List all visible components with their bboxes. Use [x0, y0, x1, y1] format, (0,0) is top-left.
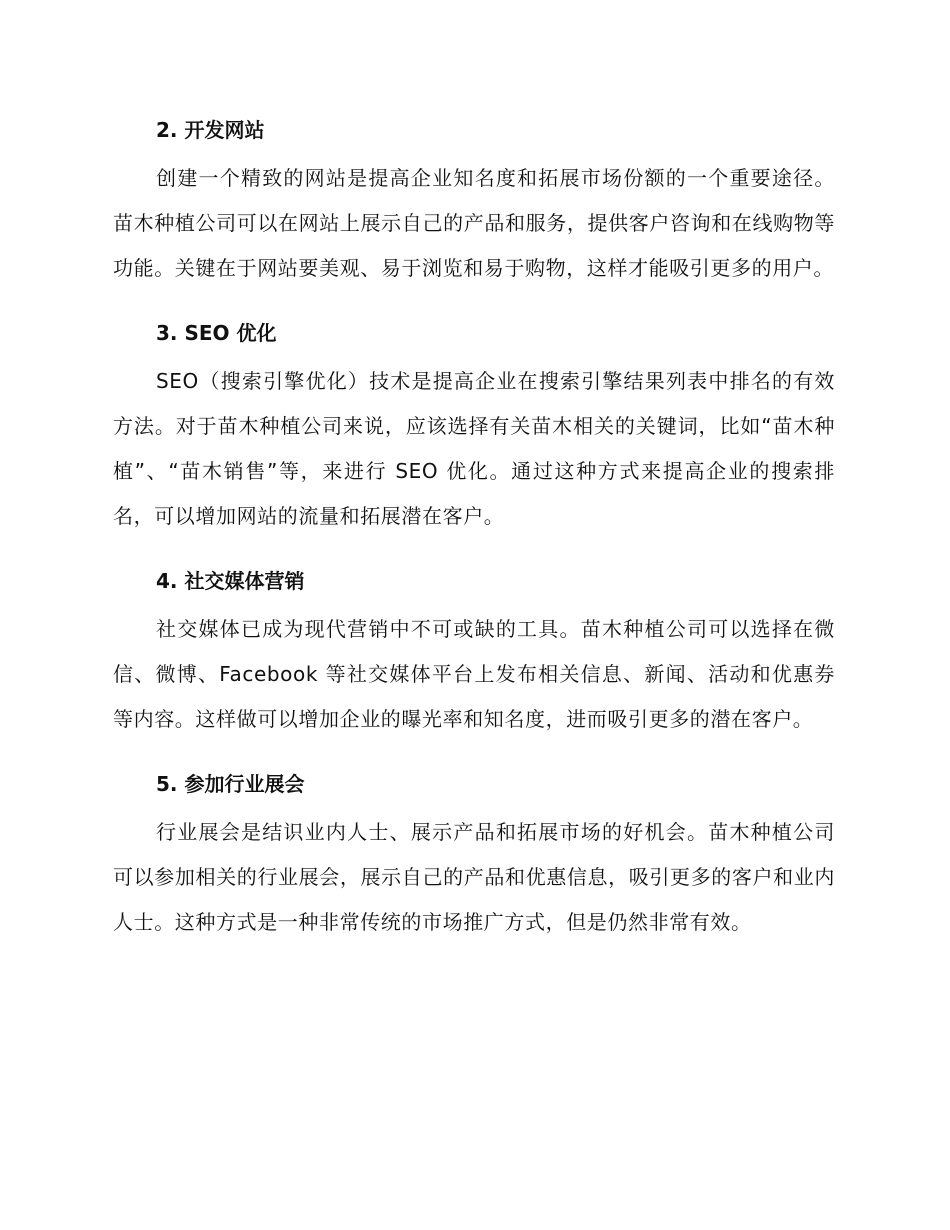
- section-develop-website: [113, 112, 835, 291]
- section-heading: 5. 参加行业展会: [156, 772, 305, 796]
- section-heading: 4. 社交媒体营销: [156, 569, 305, 593]
- section-paragraph: 创建一个精致的网站是提高企业知名度和拓展市场份额的一个重要途径。苗木种植公司可以在网站上展示自己的产品和服务，提供客户咨询和在线购物等功能。关键在于网站要美观、易于浏览和易于购物，这样才能吸引更多的用户。: [113, 166, 835, 280]
- section-heading: 2. 开发网站: [156, 118, 265, 142]
- section-paragraph: 社交媒体已成为现代营销中不可或缺的工具。苗木种植公司可以选择在微信、微博、Facebook 等社交媒体平台上发布相关信息、新闻、活动和优惠券等内容。这样做可以增加企业的曝光率和知名度，进而吸引更多的潜在客户。: [113, 617, 835, 731]
- document-content: [113, 112, 835, 945]
- section-paragraph: SEO（搜索引擎优化）技术是提高企业在搜索引擎结果列表中排名的有效方法。对于苗木种植公司来说，应该选择有关苗木相关的关键词，比如“苗木种植”、“苗木销售”等，来进行 SEO 优化。通过这种方式来提高企业的搜索排名，可以增加网站的流量和拓展潜在客户。: [113, 369, 835, 528]
- section-industry-exhibition: [113, 766, 835, 945]
- section-seo-optimization: [113, 315, 835, 539]
- section-heading: 3. SEO 优化: [156, 321, 277, 345]
- section-paragraph: 行业展会是结识业内人士、展示产品和拓展市场的好机会。苗木种植公司可以参加相关的行业展会，展示自己的产品和优惠信息，吸引更多的客户和业内人士。这种方式是一种非常传统的市场推广方式，但是仍然非常有效。: [113, 820, 835, 934]
- section-social-media-marketing: [113, 563, 835, 742]
